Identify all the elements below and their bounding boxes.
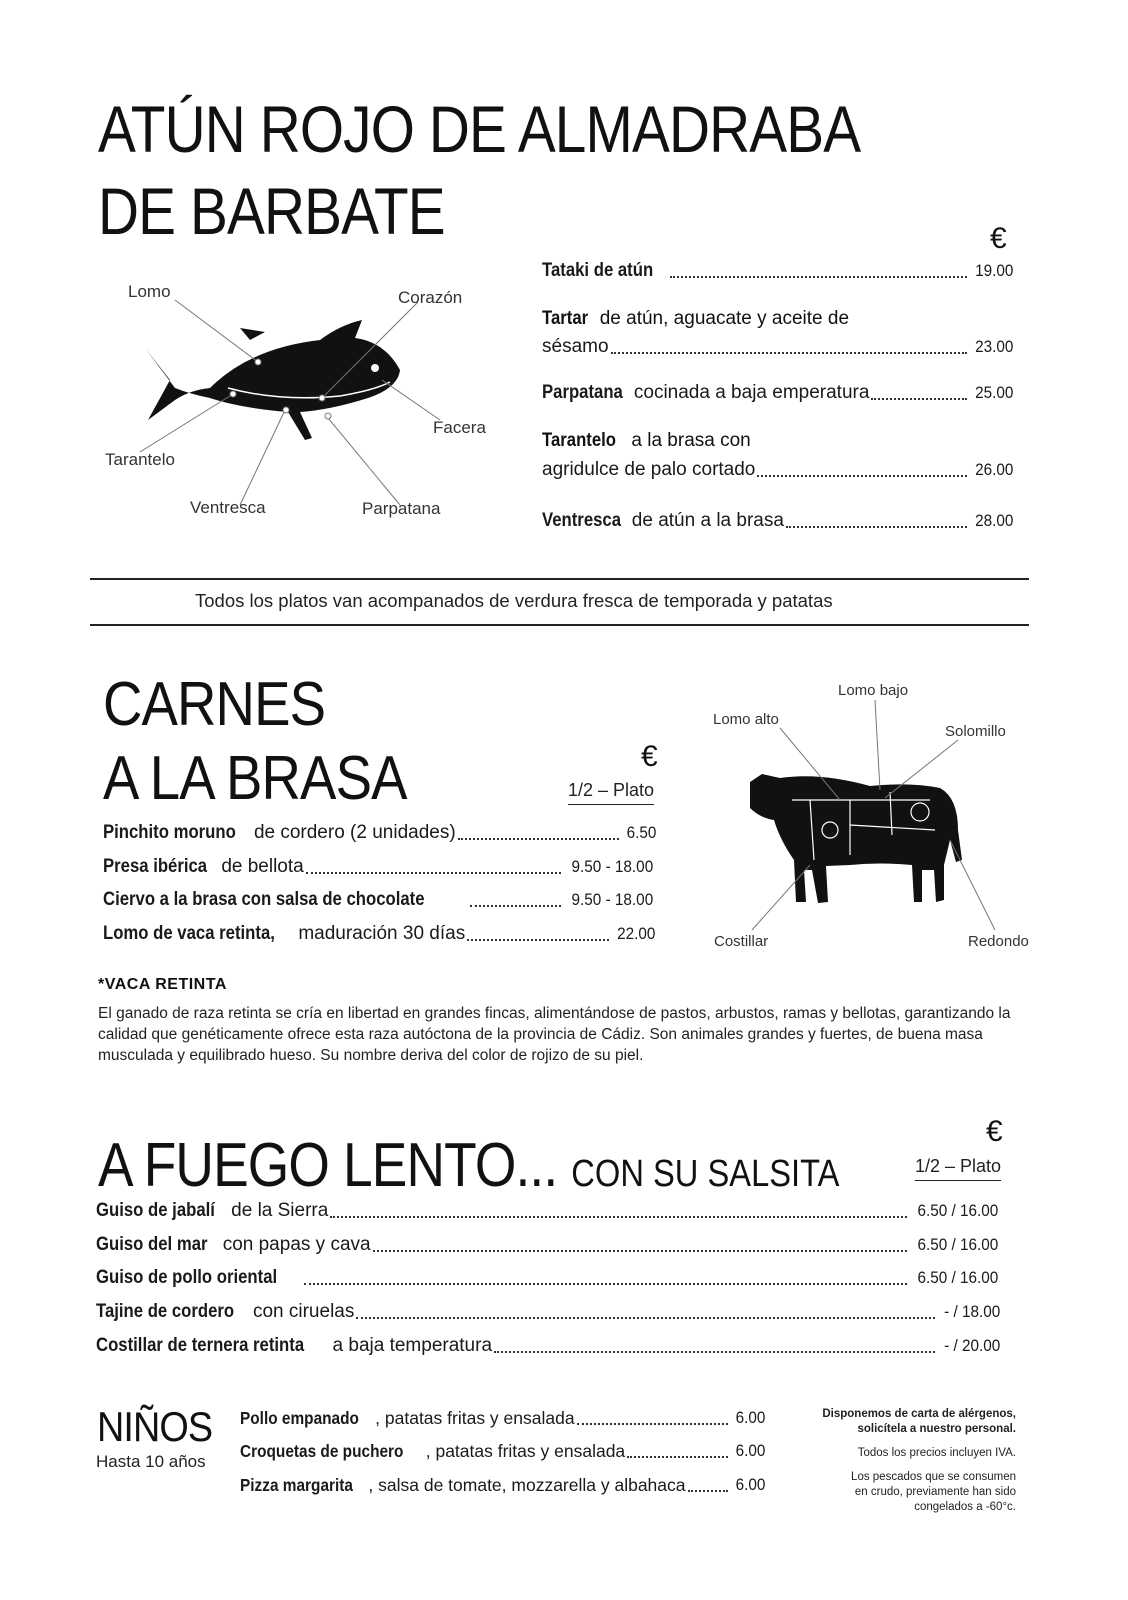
divider bbox=[90, 624, 1029, 626]
stew-subtitle: CON SU SALSITA bbox=[571, 1153, 840, 1195]
list-item-continued: sésamo 23.00 bbox=[542, 336, 1014, 357]
list-item: Pinchito moruno de cordero (2 unidades) 6.50 bbox=[103, 822, 657, 843]
cow-label-redondo: Redondo bbox=[968, 933, 1029, 950]
stew-title: A FUEGO LENTO... CON SU SALSITA bbox=[98, 1131, 840, 1200]
tuna-label-parpatana: Parpatana bbox=[362, 499, 441, 518]
kids-title: NIÑOS bbox=[97, 1403, 213, 1450]
tuna-label-lomo: Lomo bbox=[128, 282, 171, 301]
list-item: Ventresca de atún a la brasa 28.00 bbox=[542, 510, 1014, 531]
side-dish-note: Todos los platos van acompanados de verdura fresca de temporada y patatas bbox=[195, 590, 833, 611]
list-item-continued: agridulce de palo cortado 26.00 bbox=[542, 459, 1014, 480]
tuna-label-ventresca: Ventresca bbox=[190, 498, 266, 517]
meat-currency: € bbox=[641, 740, 658, 773]
list-item: Pizza margarita , salsa de tomate, mozzarella y albahaca 6.00 bbox=[240, 1475, 766, 1495]
cow-label-costillar: Costillar bbox=[714, 933, 769, 950]
cow-silhouette-icon bbox=[750, 774, 962, 903]
list-item: Tataki de atún 19.00 bbox=[542, 260, 1014, 281]
iva-note: Todos los precios incluyen IVA. bbox=[857, 1447, 1016, 1459]
cow-label-solomillo: Solomillo bbox=[945, 723, 1006, 740]
list-item: Presa ibérica de bellota 9.50 - 18.00 bbox=[103, 856, 654, 877]
tuna-title: ATÚN ROJO DE ALMADRABA DE BARBATE bbox=[98, 92, 861, 248]
tuna-label-facera: Facera bbox=[433, 418, 486, 437]
stew-portion-label: 1/2 – Plato bbox=[915, 1156, 1001, 1181]
cow-label-lomo-alto: Lomo alto bbox=[713, 711, 779, 728]
tuna-silhouette-icon bbox=[145, 320, 400, 440]
tuna-label-corazon: Corazón bbox=[398, 288, 463, 307]
list-item: Guiso de jabalí de la Sierra 6.50 / 16.00 bbox=[96, 1200, 999, 1221]
list-item: Ciervo a la brasa con salsa de chocolate 9.50 - 18.00 bbox=[103, 889, 654, 910]
allergens-note: Disponemos de carta de alérgenos, solicítela a nuestro personal. bbox=[822, 1408, 1016, 1435]
list-item: Guiso de pollo oriental 6.50 / 16.00 bbox=[96, 1267, 999, 1288]
tuna-currency: € bbox=[990, 222, 1007, 255]
meat-portion-label: 1/2 – Plato bbox=[568, 780, 654, 805]
list-item: Tajine de cordero con ciruelas - / 18.00 bbox=[96, 1301, 1000, 1322]
list-item: Costillar de ternera retinta a baja temperatura - / 20.00 bbox=[96, 1335, 1000, 1356]
kids-subtitle: Hasta 10 años bbox=[96, 1452, 206, 1471]
vaca-retinta-text: El ganado de raza retinta se cría en libertad en grandes fincas, alimentándose de pastos, arbustos, ramas y bellotas, garantizando la calidad que genéticamente ofrece esta raza autóctona de la provincia de Cádiz. Son animales grandes y fuertes, de buena masa musculada y equilibrado hueso. Su nombre deriva del color de rojizo de su piel. bbox=[98, 1005, 1011, 1064]
stew-currency: € bbox=[986, 1115, 1003, 1148]
divider bbox=[90, 578, 1029, 580]
list-item: Parpatana cocinada a baja emperatura 25.00 bbox=[542, 382, 1014, 403]
vaca-retinta-heading: *VACA RETINTA bbox=[98, 976, 227, 993]
list-item: Tarantelo a la brasa con bbox=[542, 430, 751, 451]
tuna-label-tarantelo: Tarantelo bbox=[105, 450, 175, 469]
meat-title: CARNES A LA BRASA bbox=[103, 670, 407, 813]
list-item: Lomo de vaca retinta, maduración 30 días 22.00 bbox=[103, 923, 656, 944]
tuna-diagram bbox=[100, 270, 510, 530]
list-item: Pollo empanado , patatas fritas y ensalada 6.00 bbox=[240, 1408, 766, 1428]
list-item: Croquetas de puchero , patatas fritas y ensalada 6.00 bbox=[240, 1441, 766, 1461]
cow-label-lomo-bajo: Lomo bajo bbox=[838, 682, 909, 699]
list-item: Tartar de atún, aguacate y aceite de bbox=[542, 308, 850, 329]
list-item: Guiso del mar con papas y cava 6.50 / 16.00 bbox=[96, 1234, 999, 1255]
raw-fish-note: Los pescados que se consumen en crudo, previamente han sido congelados a -60°c. bbox=[851, 1471, 1016, 1513]
